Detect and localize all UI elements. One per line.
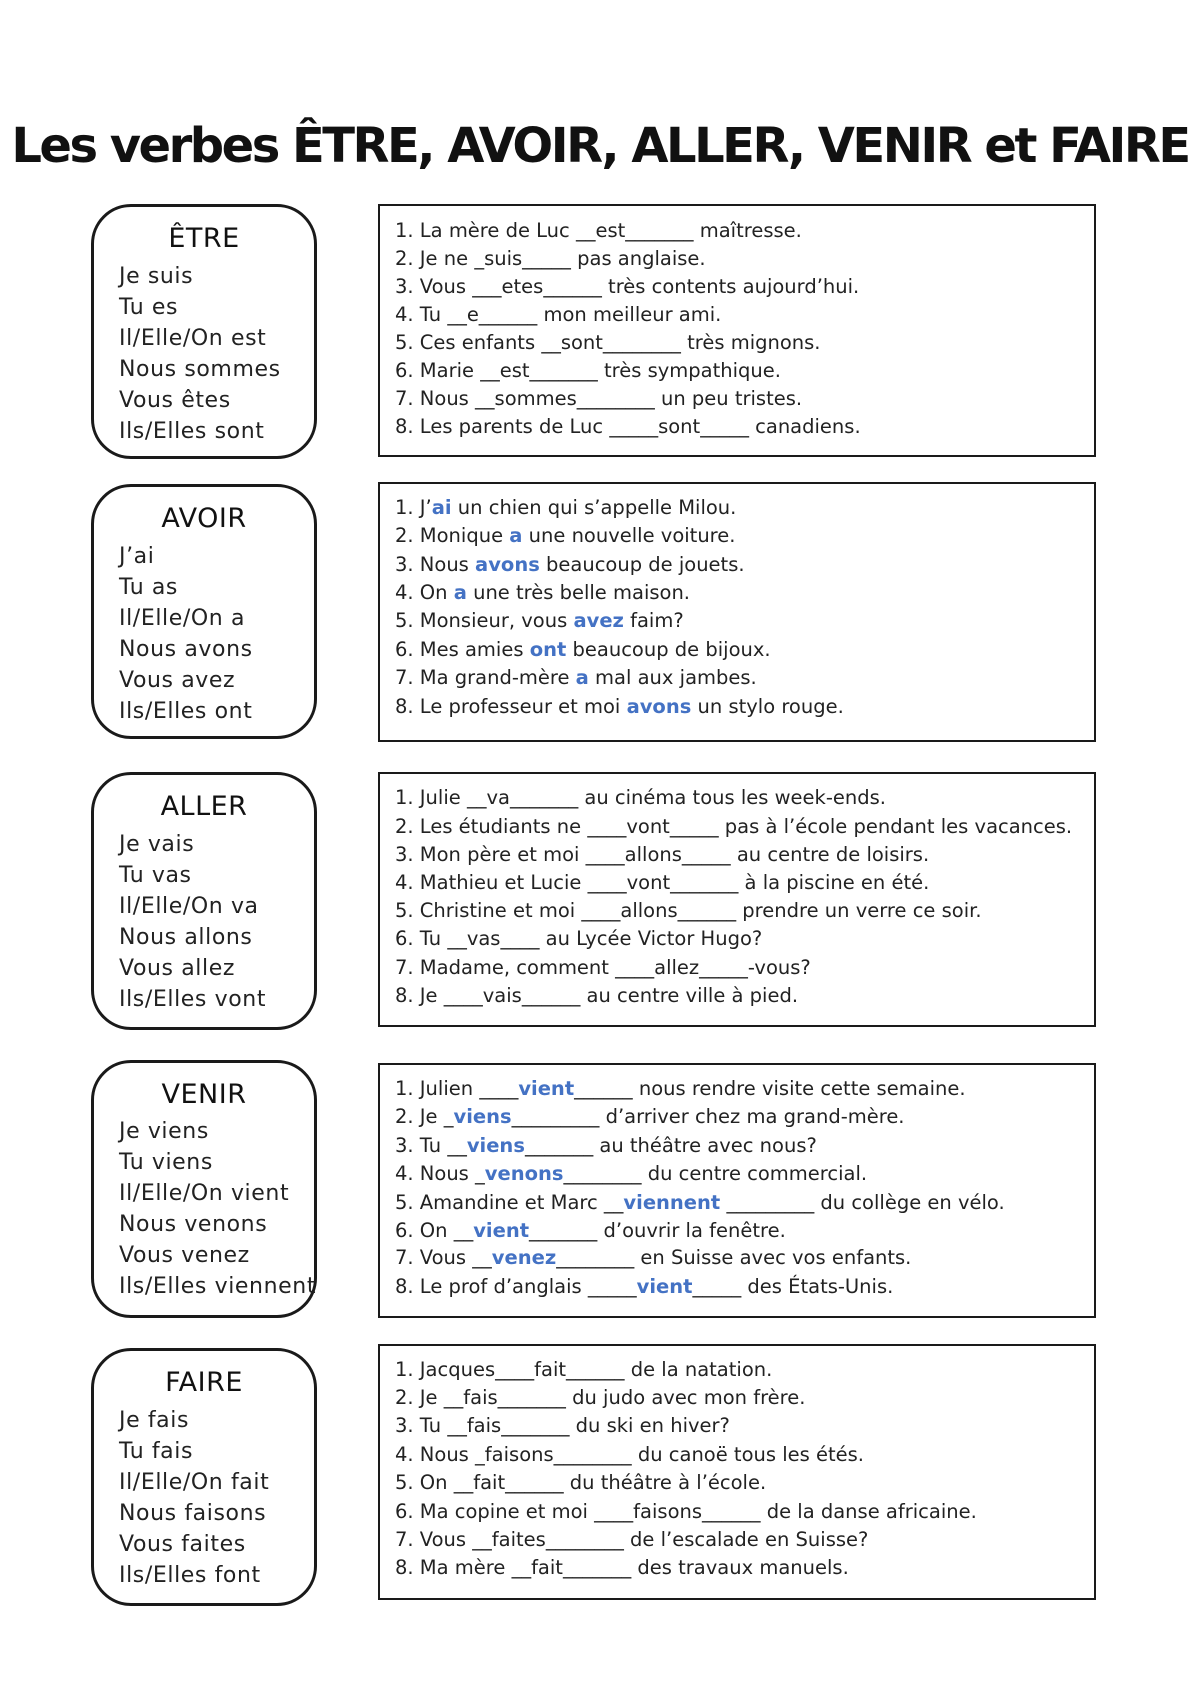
conjugation: Il/Elle/On a (119, 606, 246, 631)
exercise-sentence: 1. Julien ____vient______ nous rendre visite cette semaine. (395, 1077, 966, 1100)
exercise-box-avoir (378, 482, 1096, 742)
exercise-sentence: 7. Vous __faites________ de l’escalade en Suisse? (395, 1528, 869, 1551)
exercise-sentence: 7. Madame, comment ____allez_____-vous? (395, 956, 811, 979)
conjugation: Vous faites (119, 1532, 246, 1557)
exercise-sentence: 8. Le professeur et moi avons un stylo rouge. (395, 695, 844, 718)
exercise-sentence: 6. Marie __est_______ très sympathique. (395, 359, 781, 382)
exercise-box-venir (378, 1063, 1096, 1318)
conjugation: Il/Elle/On va (119, 894, 259, 919)
exercise-sentence: 1. Jacques____fait______ de la natation. (395, 1358, 773, 1381)
conjugation: Vous venez (119, 1243, 250, 1268)
exercise-sentence: 5. Christine et moi ____allons______ prendre un verre ce soir. (395, 899, 982, 922)
exercise-sentence: 3. Nous avons beaucoup de jouets. (395, 553, 745, 576)
conjugation: Vous allez (119, 956, 235, 981)
exercise-sentence: 2. Monique a une nouvelle voiture. (395, 524, 736, 547)
verb-card-venir (91, 1060, 317, 1318)
exercise-sentence: 8. Le prof d’anglais _____vient_____ des États-Unis. (395, 1275, 894, 1298)
verb-name: ALLER (160, 791, 248, 822)
conjugation: Tu as (119, 575, 178, 600)
exercise-sentence: 7. Ma grand-mère a mal aux jambes. (395, 666, 757, 689)
verb-card-avoir (91, 484, 317, 739)
conjugation: Tu viens (119, 1150, 213, 1175)
exercise-sentence: 2. Je ne _suis_____ pas anglaise. (395, 247, 706, 270)
conjugation: Nous venons (119, 1212, 268, 1237)
exercise-sentence: 3. Tu __fais_______ du ski en hiver? (395, 1414, 730, 1437)
conjugation: Nous faisons (119, 1501, 267, 1526)
exercise-sentence: 1. La mère de Luc __est_______ maîtresse. (395, 219, 802, 242)
exercise-sentence: 8. Je ____vais______ au centre ville à pied. (395, 984, 799, 1007)
exercise-sentence: 2. Je _viens_________ d’arriver chez ma grand-mère. (395, 1105, 905, 1128)
exercise-sentence: 4. On a une très belle maison. (395, 581, 691, 604)
exercise-sentence: 6. Ma copine et moi ____faisons______ de la danse africaine. (395, 1500, 977, 1523)
exercise-sentence: 4. Mathieu et Lucie ____vont_______ à la piscine en été. (395, 871, 930, 894)
exercise-sentence: 6. Mes amies ont beaucoup de bijoux. (395, 638, 771, 661)
exercise-sentence: 1. Julie __va_______ au cinéma tous les week-ends. (395, 786, 886, 809)
exercise-box-aller (378, 772, 1096, 1027)
exercise-sentence: 5. Monsieur, vous avez faim? (395, 609, 684, 632)
exercise-sentence: 5. Ces enfants __sont________ très mignons. (395, 331, 821, 354)
conjugation: Je viens (119, 1119, 209, 1144)
conjugation: Il/Elle/On est (119, 326, 267, 351)
exercise-sentence: 5. On __fait______ du théâtre à l’école. (395, 1471, 767, 1494)
exercise-sentence: 2. Je __fais_______ du judo avec mon frère. (395, 1386, 806, 1409)
conjugation: Ils/Elles viennent (119, 1274, 317, 1299)
conjugation: Ils/Elles ont (119, 699, 253, 724)
conjugation: Ils/Elles vont (119, 987, 267, 1012)
conjugation: Tu vas (119, 863, 192, 888)
verb-name: FAIRE (165, 1367, 243, 1398)
exercise-sentence: 7. Nous __sommes________ un peu tristes. (395, 387, 803, 410)
conjugation: J’ai (119, 544, 155, 569)
exercise-sentence: 6. Tu __vas____ au Lycée Victor Hugo? (395, 927, 763, 950)
verb-name: VENIR (161, 1079, 247, 1110)
conjugation: Il/Elle/On fait (119, 1470, 270, 1495)
verb-card-aller (91, 772, 317, 1030)
exercise-sentence: 7. Vous __venez________ en Suisse avec vos enfants. (395, 1246, 912, 1269)
exercise-sentence: 8. Ma mère __fait_______ des travaux manuels. (395, 1556, 849, 1579)
conjugation: Tu es (119, 295, 179, 320)
page-title: Les verbes ÊTRE, AVOIR, ALLER, VENIR et FAIRE (11, 118, 1189, 174)
exercise-sentence: 4. Tu __e______ mon meilleur ami. (395, 303, 722, 326)
exercise-sentence: 3. Tu __viens_______ au théâtre avec nous? (395, 1134, 817, 1157)
conjugation: Je vais (119, 832, 195, 857)
conjugation: Il/Elle/On vient (119, 1181, 290, 1206)
conjugation: Nous allons (119, 925, 253, 950)
exercise-box-faire (378, 1344, 1096, 1600)
conjugation: Nous sommes (119, 357, 281, 382)
exercise-sentence: 4. Nous _faisons________ du canoë tous les étés. (395, 1443, 864, 1466)
exercise-sentence: 8. Les parents de Luc _____sont_____ canadiens. (395, 415, 861, 438)
verb-name: ÊTRE (168, 223, 240, 254)
exercise-sentence: 2. Les étudiants ne ____vont_____ pas à l’école pendant les vacances. (395, 815, 1073, 838)
exercise-sentence: 5. Amandine et Marc __viennent _________ du collège en vélo. (395, 1191, 1005, 1214)
verb-card-etre (91, 204, 317, 459)
conjugation: Je suis (119, 264, 194, 289)
conjugation: Vous avez (119, 668, 236, 693)
verb-card-faire (91, 1348, 317, 1606)
conjugation: Ils/Elles font (119, 1563, 261, 1588)
conjugation: Nous avons (119, 637, 253, 662)
exercise-sentence: 6. On __vient_______ d’ouvrir la fenêtre. (395, 1219, 786, 1242)
exercise-box-etre (378, 204, 1096, 457)
exercise-sentence: 4. Nous _venons________ du centre commercial. (395, 1162, 868, 1185)
conjugation: Vous êtes (119, 388, 231, 413)
conjugation: Je fais (119, 1408, 190, 1433)
verb-name: AVOIR (161, 503, 247, 534)
conjugation: Ils/Elles sont (119, 419, 265, 444)
exercise-sentence: 3. Vous ___etes______ très contents aujourd’hui. (395, 275, 860, 298)
conjugation: Tu fais (119, 1439, 194, 1464)
exercise-sentence: 1. J’ai un chien qui s’appelle Milou. (395, 496, 737, 519)
exercise-sentence: 3. Mon père et moi ____allons_____ au centre de loisirs. (395, 843, 930, 866)
